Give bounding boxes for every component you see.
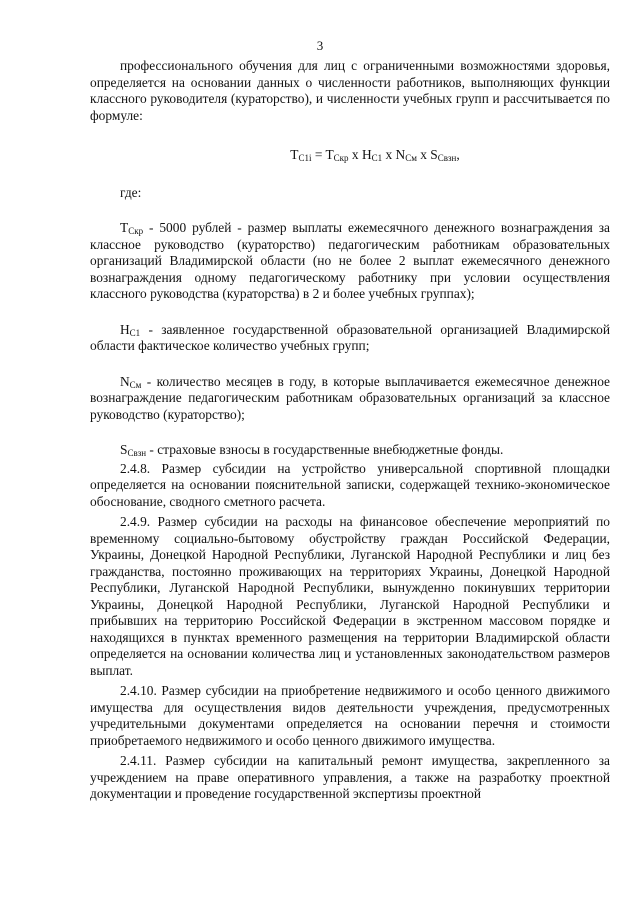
definition-svzn [90, 442, 610, 459]
formula-subscript: См [405, 153, 417, 163]
formula-symbol: S [430, 147, 438, 162]
formula-operator: x [416, 147, 431, 162]
formula [90, 147, 610, 164]
formula-operator: x [382, 147, 396, 162]
formula-operator: = [311, 147, 326, 162]
section-2-4-9: 2.4.9. Размер субсидии на расходы на финансовое обеспечение мероприятий по временному социально-бытовому обустройству граждан Российской Федерации, Украины, Донецкой Народной Республики, Луганской Народной Республики и лиц без гражданства, постоянно проживающих на территориях Украины, Донецкой Народной Республики, Луганской Народной Республики, вынужденно покинувших территории Украины, Донецкой Народной Республики, Луганской Народной Республики и прибывших на территорию Российской Федерации в экстренном массовом порядке и находящихся в пунктах временного размещения на территории Владимирской области определяется на основании количества лиц и установленных законодательством размеров выплат. [90, 514, 610, 678]
section-2-4-11: 2.4.11. Размер субсидии на капитальный ремонт имущества, закрепленного за учреждением на праве оперативного управления, а также на разработку проектной документации и проведение государственной экспертизы проектной [90, 753, 610, 801]
definition-symbol: N [120, 373, 130, 389]
formula-subscript: C1i [298, 153, 312, 163]
where-label: где: [120, 184, 142, 200]
section-2-4-8: 2.4.8. Размер субсидии на устройство универсальной спортивной площадки определяется на основании пояснительной записки, содержащей технико-экономическое обоснование, сводного сметного расчета. [90, 460, 610, 509]
formula-subscript: C1 [371, 153, 383, 163]
definition-hc1 [90, 322, 610, 355]
formula-symbol: N [395, 147, 406, 162]
definition-symbol: T [120, 220, 129, 235]
definition-text: - 5000 рублей - размер выплаты ежемесячного денежного вознаграждения за классное руководство (кураторство) педагогическим работникам образовательных организаций Владимирской области (но не более 2 выплат ежемесячного денежного вознаграждения одному педагогическому работнику при условии осуществления классного руководства (кураторства) в 2 и более учебных группах); [90, 220, 610, 301]
document-body [90, 58, 610, 803]
definition-subscript: Свзн [127, 448, 147, 458]
intro-paragraph: профессионального обучения для лиц с ограниченными возможностями здоровья, определяется на основании данных о численности работников, выполняющих функции классного руководителя (кураторство), и численности учебных групп и рассчитывается по формуле: [90, 58, 610, 123]
definition-text: - страховые взносы в государственные внебюджетные фонды. [146, 442, 504, 457]
formula-symbol: T [325, 147, 334, 162]
formula-symbol: H [361, 147, 372, 162]
page-number: 3 [316, 38, 324, 53]
definition-text: - заявленное государственной образовательной организацией Владимирской области фактическое количество учебных групп; [90, 321, 610, 353]
definition-text: - количество месяцев в году, в которые выплачивается ежемесячное денежное вознаграждение педагогическим работникам образовательных организаций за классное руководство (кураторство); [90, 373, 610, 422]
definition-subscript: Скр [128, 226, 144, 236]
formula-subscript: Свзн [437, 153, 457, 163]
formula-symbol: T [290, 147, 299, 162]
definition-tskr [90, 220, 610, 303]
formula-operator: x [348, 147, 362, 162]
section-2-4-10: 2.4.10. Размер субсидии на приобретение недвижимого и особо ценного движимого имущества для осуществления видов деятельности учреждения, предусмотренных учредительными документами определяется на основании перечня и стоимости приобретаемого недвижимого и особо ценного движимого имущества. [90, 683, 610, 748]
definition-nsm [90, 374, 610, 424]
definition-subscript: C1 [129, 327, 141, 338]
formula-subscript: Скр [333, 153, 349, 163]
formula-operator: , [456, 147, 460, 162]
definition-subscript: См [129, 379, 142, 390]
definition-symbol: H [120, 321, 130, 337]
definition-symbol: S [120, 442, 128, 457]
